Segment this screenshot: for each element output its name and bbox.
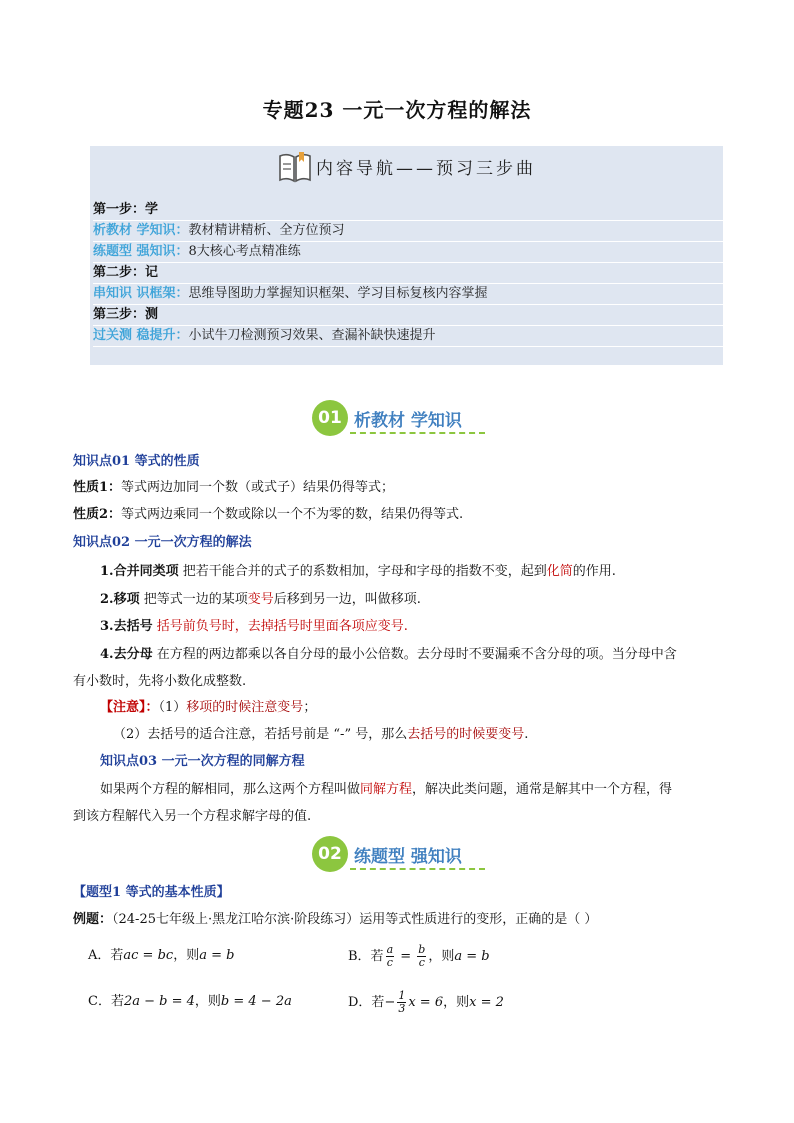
option-c[interactable] bbox=[88, 992, 292, 1012]
property-1 bbox=[73, 478, 394, 498]
paragraph-text: ，解决此类问题，通常是解其中一个方程，得 bbox=[412, 782, 673, 797]
step-label: 1.合并同类项 bbox=[100, 564, 179, 579]
note-text: （2）去括号的适合注意，若括号前是 “-” 号，那么 bbox=[113, 727, 408, 742]
nav-row-learn bbox=[93, 221, 723, 242]
highlight-text: 去括号的时候要变号 bbox=[407, 727, 525, 742]
nav-row-label: 析教材 学知识： bbox=[93, 223, 189, 238]
open-book-icon bbox=[277, 150, 313, 184]
nav-step-label: 第一步：学 bbox=[93, 202, 159, 217]
fraction bbox=[397, 990, 406, 1015]
step-label: 2.移项 bbox=[100, 592, 140, 607]
note-1 bbox=[100, 698, 316, 718]
nav-step-3 bbox=[93, 305, 723, 326]
fraction bbox=[386, 944, 395, 969]
knowledge-point-2-title: 知识点02 一元一次方程的解法 bbox=[73, 535, 252, 550]
step-text: 的作用. bbox=[572, 564, 616, 579]
option-connector: ，则 bbox=[173, 948, 200, 963]
nav-row-text: 小试牛刀检测预习效果、查漏补缺快速提升 bbox=[188, 328, 436, 343]
property-label: 性质1： bbox=[73, 480, 122, 495]
math-expression: b = 4 − 2a bbox=[220, 994, 292, 1009]
note-label: 【注意】： bbox=[100, 700, 159, 715]
note-text: （1） bbox=[158, 700, 187, 715]
property-label: 性质2： bbox=[73, 507, 122, 522]
option-label: C．若 bbox=[88, 994, 124, 1009]
knowledge-point-1-title: 知识点01 等式的性质 bbox=[73, 454, 200, 469]
step-remove-brackets bbox=[100, 617, 408, 637]
option-connector: ，则 bbox=[428, 949, 455, 964]
example-label: 例题： bbox=[73, 912, 113, 927]
example-question bbox=[73, 910, 597, 930]
note-text: . bbox=[524, 727, 529, 742]
section-number-badge: 02 bbox=[312, 836, 348, 872]
note-2 bbox=[113, 725, 528, 745]
step-remove-denominators-cont: 有小数时，先将小数化成整数. bbox=[73, 674, 247, 689]
property-text: 等式两边加同一个数（或式子）结果仍得等式； bbox=[121, 480, 395, 495]
denominator: c bbox=[418, 956, 425, 969]
step-remove-denominators bbox=[100, 645, 677, 665]
step-text: 后移到另一边，叫做移项. bbox=[273, 592, 421, 607]
nav-step-1 bbox=[93, 200, 723, 221]
property-2 bbox=[73, 505, 463, 525]
math-expression: x = 6 bbox=[408, 995, 444, 1010]
option-connector: ，则 bbox=[194, 994, 221, 1009]
nav-row-framework bbox=[93, 284, 723, 305]
option-d[interactable] bbox=[348, 990, 504, 1015]
nav-step-label: 第三步：测 bbox=[93, 307, 159, 322]
option-label: A．若 bbox=[88, 948, 124, 963]
math-operator: = bbox=[396, 949, 416, 964]
math-expression: a = b bbox=[454, 949, 490, 964]
nav-header bbox=[90, 146, 723, 196]
step-text: 把等式一边的某项 bbox=[139, 592, 248, 607]
highlight-text: 变号 bbox=[247, 592, 274, 607]
section-title: 析教材 学知识 bbox=[354, 411, 462, 431]
math-operator: − bbox=[384, 995, 396, 1010]
numerator: a bbox=[386, 943, 394, 956]
step-text: 在方程的两边都乘以各自分母的最小公倍数。去分母时不要漏乘不含分母的项。当分母中含 bbox=[152, 647, 677, 662]
nav-row-label: 练题型 强知识： bbox=[93, 244, 189, 259]
math-expression: ac = bc bbox=[123, 948, 174, 963]
option-label: B．若 bbox=[348, 949, 384, 964]
section-title: 练题型 强知识 bbox=[354, 847, 462, 867]
example-text: （24-25七年级上·黑龙江哈尔滨·阶段练习）运用等式性质进行的变形，正确的是（ ） bbox=[112, 912, 598, 927]
question-type-1-title: 【题型1 等式的基本性质】 bbox=[73, 885, 230, 900]
highlight-text: 同解方程 bbox=[360, 782, 413, 797]
nav-step-label: 第二步：记 bbox=[93, 265, 159, 280]
same-solution-paragraph-cont: 到该方程解代入另一个方程求解字母的值. bbox=[73, 809, 312, 824]
note-text: ； bbox=[303, 700, 317, 715]
step-label: 4.去分母 bbox=[100, 647, 153, 662]
option-b[interactable] bbox=[348, 944, 490, 969]
page-title: 专题23 一元一次方程的解法 bbox=[262, 98, 532, 122]
math-expression: 2a − b = 4 bbox=[123, 994, 195, 1009]
section-02-header bbox=[312, 836, 492, 876]
dashed-underline bbox=[350, 868, 485, 870]
property-text: 等式两边乘同一个数或除以一个不为零的数，结果仍得等式. bbox=[121, 507, 464, 522]
math-expression: x = 2 bbox=[469, 995, 504, 1010]
nav-row-practice bbox=[93, 242, 723, 263]
nav-row-label: 串知识 识框架： bbox=[93, 286, 189, 301]
nav-row-test bbox=[93, 326, 723, 347]
nav-row-text: 教材精讲精析、全方位预习 bbox=[188, 223, 345, 238]
nav-row-text: 8大核心考点精准练 bbox=[188, 244, 301, 259]
nav-row-text: 思维导图助力掌握知识框架、学习目标复核内容掌握 bbox=[188, 286, 488, 301]
highlight-text: 括号前负号时，去掉括号时里面各项应变号. bbox=[152, 619, 408, 634]
fraction bbox=[417, 944, 426, 969]
option-a[interactable] bbox=[88, 946, 234, 966]
same-solution-paragraph bbox=[100, 780, 672, 800]
content-navigation-box bbox=[90, 146, 723, 365]
nav-title: 内容导航——预习三步曲 bbox=[316, 159, 536, 179]
knowledge-point-3-title: 知识点03 一元一次方程的同解方程 bbox=[100, 754, 305, 769]
nav-row-label: 过关测 稳提升： bbox=[93, 328, 189, 343]
section-01-header bbox=[312, 400, 492, 440]
step-text: 把若干能合并的式子的系数相加，字母和字母的指数不变，起到 bbox=[178, 564, 547, 579]
section-number-badge: 01 bbox=[312, 400, 348, 436]
option-connector: ，则 bbox=[443, 995, 470, 1010]
nav-step-2 bbox=[93, 263, 723, 284]
dashed-underline bbox=[350, 432, 485, 434]
step-combine-like-terms bbox=[100, 562, 616, 582]
highlight-text: 移项的时候注意变号 bbox=[186, 700, 304, 715]
numerator: 1 bbox=[398, 989, 406, 1002]
denominator: 3 bbox=[398, 1002, 406, 1015]
highlight-text: 化简 bbox=[546, 564, 573, 579]
denominator: c bbox=[386, 956, 393, 969]
paragraph-text: 如果两个方程的解相同，那么这两个方程叫做 bbox=[100, 782, 361, 797]
math-expression: a = b bbox=[199, 948, 235, 963]
step-label: 3.去括号 bbox=[100, 619, 153, 634]
numerator: b bbox=[418, 943, 426, 956]
step-transpose bbox=[100, 590, 421, 610]
option-label: D．若 bbox=[348, 995, 385, 1010]
